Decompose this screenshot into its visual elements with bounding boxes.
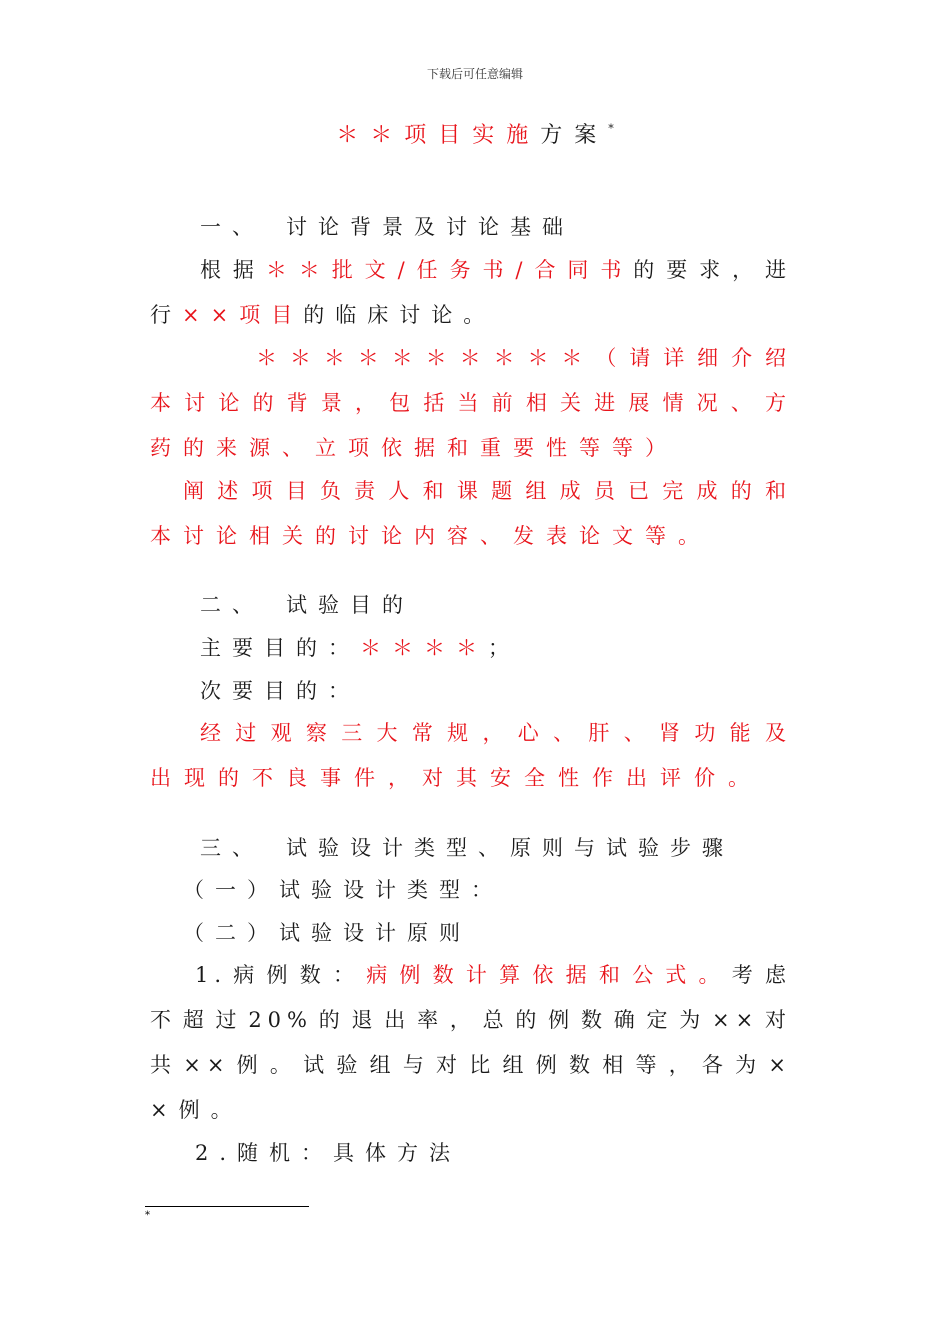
primary-label: 主要目的： [200, 636, 360, 660]
document-title [0, 114, 950, 151]
section1-p3-line1: 阐述项目负责人和课题组成员已完成的和 [183, 479, 792, 503]
section3-heading [200, 834, 734, 862]
section1-p2-line3: 药的来源、立项依据和重要性等等） [150, 436, 678, 460]
section3-heading-text: 试验设计类型、原则与试验步骤 [286, 836, 734, 860]
p1-text-red: ＊＊批文/任务书/合同书 [265, 258, 634, 282]
title-suffix: 方案 [540, 123, 609, 148]
section3-sub1: （一）试验设计类型： [183, 878, 503, 902]
section2-heading [200, 591, 414, 619]
p1-text-a: 根据 [200, 258, 266, 282]
page-header-note: 下载后可任意编辑 [426, 67, 523, 81]
section1-p1-line2 [150, 301, 495, 329]
primary-end: ； [488, 636, 520, 660]
section1-heading-text: 讨论背景及讨论基础 [286, 215, 574, 239]
p1-l2-text-red: ××项目 [182, 303, 304, 327]
title-footnote-mark: * [608, 122, 614, 135]
section2-primary [200, 634, 520, 662]
section2-heading-text: 试验目的 [286, 593, 414, 617]
section2-heading-num: 二、 [200, 593, 264, 617]
section3-item1-line3: 共××例。试验组与对比组例数相等，各为× [150, 1053, 792, 1077]
section1-p2-line2: 本讨论的背景，包括当前相关进展情况、方 [150, 391, 792, 415]
section3-heading-num: 三、 [200, 836, 264, 860]
section3-item1-line2: 不超过20%的退出率，总的例数确定为××对 [150, 1008, 792, 1032]
footnote-mark: * [145, 1210, 150, 1221]
section3-sub2: （二）试验设计原则 [183, 921, 471, 945]
p1-l2-text-c: 的临床讨论。 [303, 303, 496, 327]
section2-secondary-line2: 出现的不良事件，对其安全性作出评价。 [150, 766, 762, 790]
p1-text-c: 的要求，进 [633, 258, 793, 282]
section1-p1-line1 [200, 256, 792, 284]
item1-rest: 考虑 [731, 963, 792, 987]
section3-item1-line4: ×例。 [150, 1098, 243, 1122]
item1-label: 1.病例数： [195, 963, 367, 987]
section2-secondary-line1: 经过观察三大常规，心、肝、肾功能及 [200, 721, 792, 745]
section3-item2: 2.随机：具体方法 [195, 1141, 462, 1165]
section1-heading-num: 一、 [200, 215, 264, 239]
section1-p3-line2: 本讨论相关的讨论内容、发表论文等。 [150, 524, 711, 548]
section3-item1-line1 [195, 961, 792, 989]
section1-heading [200, 213, 574, 241]
title-prefix: ＊＊项目实施 [336, 123, 541, 148]
primary-value: ＊＊＊＊ [360, 636, 488, 660]
footnote-divider [145, 1206, 309, 1207]
item1-red: 病例数计算依据和公式。 [366, 963, 732, 987]
section1-p2-line1: ＊＊＊＊＊＊＊＊＊＊（请详细介绍 [256, 346, 792, 370]
p1-l2-text-a: 行 [150, 303, 182, 327]
section2-secondary-label: 次要目的： [200, 679, 360, 703]
